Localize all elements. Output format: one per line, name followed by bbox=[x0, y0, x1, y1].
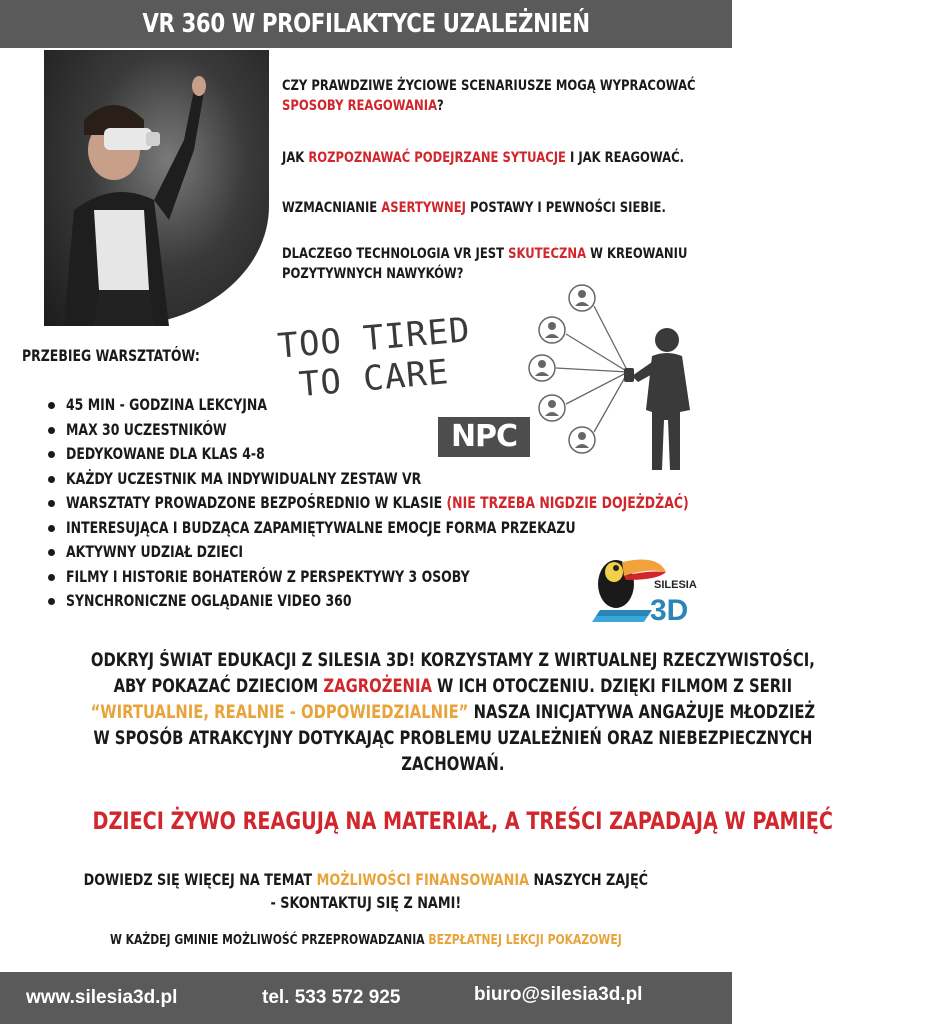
list-item: MAX 30 UCZESTNIKÓW bbox=[48, 420, 864, 445]
too-tired-to-care-graphic: TOO TIRED TO CARE bbox=[276, 310, 473, 406]
phone-number[interactable]: tel. 533 572 925 bbox=[262, 987, 401, 1008]
list-item: WARSZTATY PROWADZONE BEZPOŚREDNIO W KLASIE (NIE TRZEBA NIGDZIE DOJEŻDŻAĆ) bbox=[48, 493, 864, 518]
question-1: CZY PRAWDZIWE ŻYCIOWE SCENARIUSZE MOGĄ WYPRACOWAĆ SPOSOBY REAGOWANIA? bbox=[282, 78, 696, 114]
vr-boy-photo bbox=[44, 50, 269, 326]
header-bar bbox=[0, 0, 732, 48]
question-3: WZMACNIANIE ASERTYWNEJ POSTAWY I PEWNOŚCI SIEBIE. bbox=[282, 200, 666, 216]
question-4: DLACZEGO TECHNOLOGIA VR JEST SKUTECZNA W KREOWANIU POZYTYWNYCH NAWYKÓW? bbox=[282, 246, 688, 282]
highlight-slogan: DZIECI ŻYWO REAGUJĄ NA MATERIAŁ, A TREŚCI ZAPADAJĄ W PAMIĘĆ bbox=[92, 807, 834, 835]
financing-info: DOWIEDZ SIĘ WIĘCEJ NA TEMAT MOŻLIWOŚCI FINANSOWANIA NASZYCH ZAJĘĆ - SKONTAKTUJ SIĘ Z NAMI! bbox=[83, 870, 649, 912]
workshop-section-title: PRZEBIEG WARSZTATÓW: bbox=[22, 346, 200, 365]
npc-badge: NPC bbox=[438, 417, 530, 457]
list-item: FILMY I HISTORIE BOHATERÓW Z PERSPEKTYWY 3 OSOBY bbox=[48, 567, 864, 592]
list-item: SYNCHRONICZNE OGLĄDANIE VIDEO 360 bbox=[48, 591, 864, 616]
footer-bar bbox=[0, 972, 732, 1024]
list-item: KAŻDY UCZESTNIK MA INDYWIDUALNY ZESTAW VR bbox=[48, 469, 864, 494]
intro-paragraph: ODKRYJ ŚWIAT EDUKACJI Z SILESIA 3D! KORZYSTAMY Z WIRTUALNEJ RZECZYWISTOŚCI, ABY POKAZAĆ DZIECIOM ZAGROŻENIA W ICH OTOCZENIU. DZIĘKI FILMOM Z SERII “WIRTUALNIE, REALNIE - ODPOWIEDZIALNIE” NASZA INICJATYWA ANGAŻUJE MŁODZIEŻ W SPOSÓB ATRAKCYJNY DOTYKAJĄC PROBLEMU UZALEŻNIEŃ ORAZ NIEBEZPIECZNYCH ZACHOWAŃ. bbox=[90, 650, 816, 775]
silesia3d-toucan-logo bbox=[588, 546, 698, 628]
logo-text-silesia: SILESIA bbox=[654, 579, 697, 591]
workshop-list bbox=[48, 395, 864, 616]
logo-text-3d: 3D bbox=[650, 594, 689, 627]
page-title: VR 360 W PROFILAKTYCE UZALEŻNIEŃ bbox=[142, 9, 590, 39]
list-item: DEDYKOWANE DLA KLAS 4-8 bbox=[48, 444, 864, 469]
list-item: INTERESUJĄCA I BUDZĄCA ZAPAMIĘTYWALNE EMOCJE FORMA PRZEKAZU bbox=[48, 518, 864, 543]
list-item: AKTYWNY UDZIAŁ DZIECI bbox=[48, 542, 864, 567]
website-link[interactable]: www.silesia3d.pl bbox=[26, 987, 178, 1008]
email-link[interactable]: biuro@silesia3d.pl bbox=[474, 984, 643, 1005]
free-lesson-info: W KAŻDEJ GMINIE MOŻLIWOŚĆ PRZEPROWADZANIA BEZPŁATNEJ LEKCJI POKAZOWEJ bbox=[110, 932, 622, 948]
question-2: JAK ROZPOZNAWAĆ PODEJRZANE SYTUACJE I JAK REAGOWAĆ. bbox=[282, 150, 685, 166]
list-item: 45 MIN - GODZINA LEKCYJNA bbox=[48, 395, 864, 420]
